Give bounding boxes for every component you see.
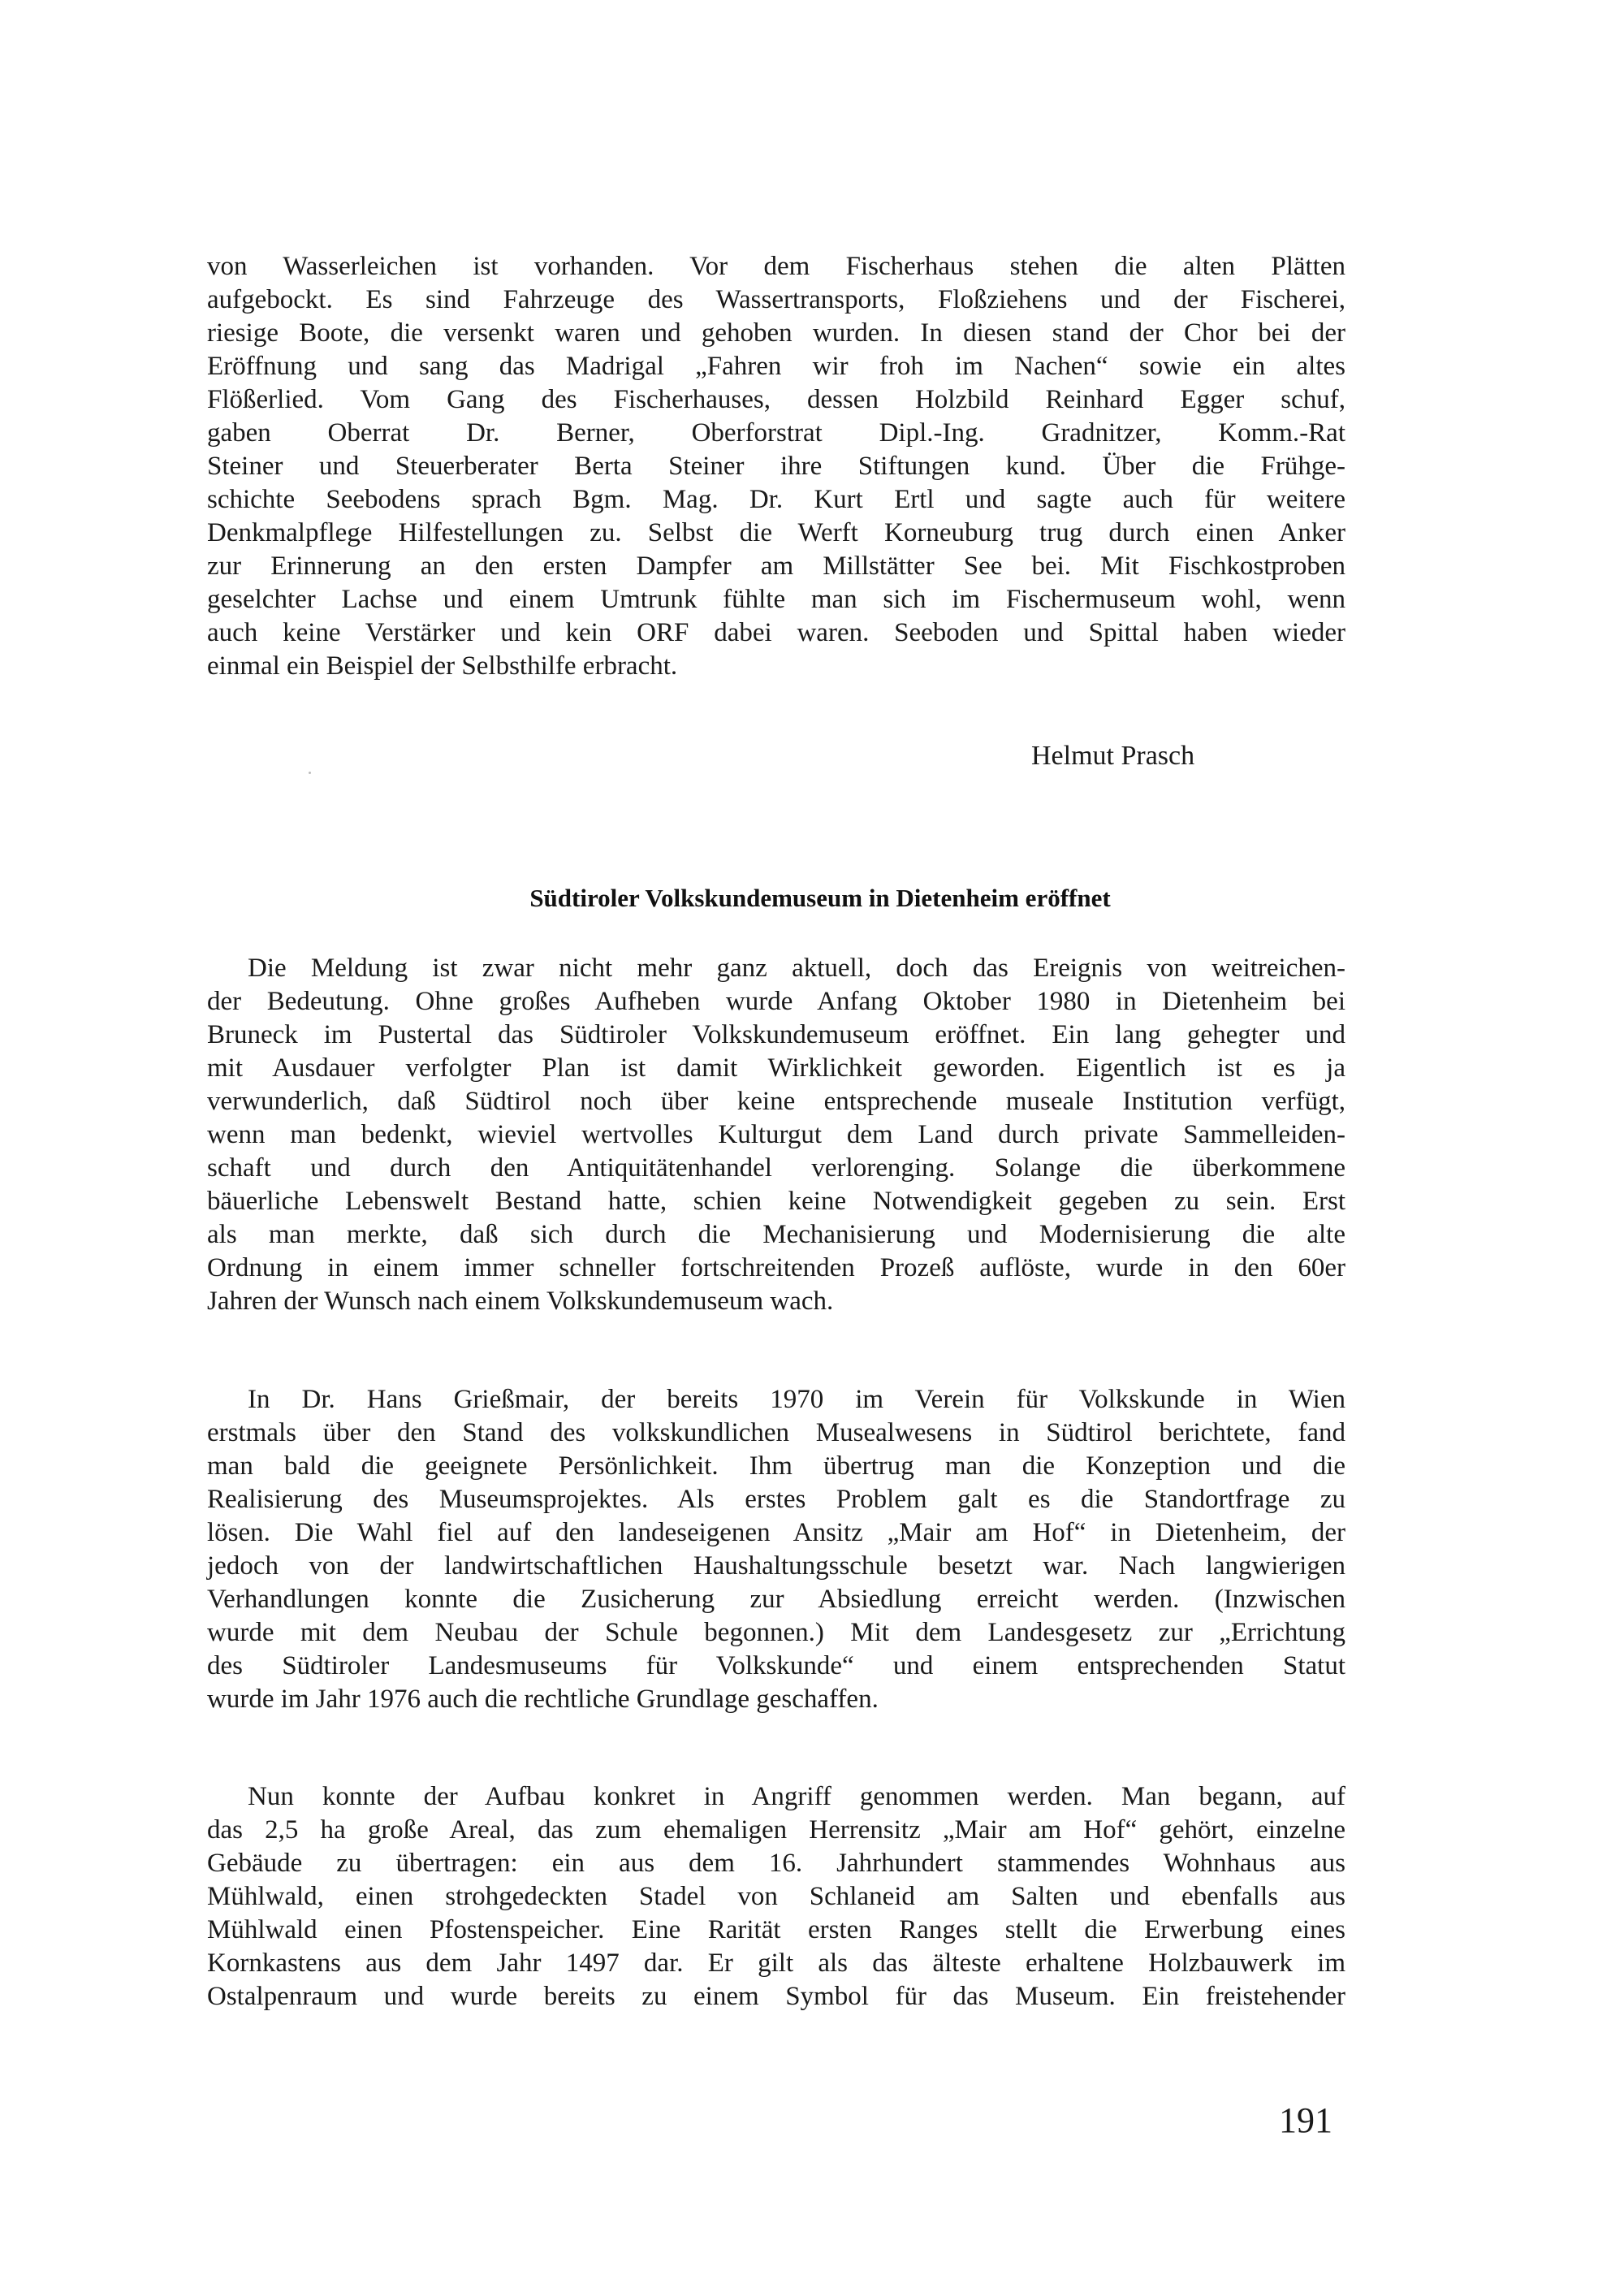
text-line: gaben Oberrat Dr. Berner, Oberforstrat Dipl.-Ing. Gradnitzer, Komm.-Rat xyxy=(207,418,1345,448)
text-line: auch keine Verstärker und kein ORF dabei waren. Seeboden und Spittal haben wieder xyxy=(207,618,1345,647)
text-line: riesige Boote, die versenkt waren und gehoben wurden. In diesen stand der Chor bei der xyxy=(207,318,1345,348)
text-line: Nun konnte der Aufbau konkret in Angriff genommen werden. Man begann, auf xyxy=(248,1782,1345,1811)
text-line: das 2,5 ha große Areal, das zum ehemaligen Herrensitz „Mair am Hof“ gehört, einzelne xyxy=(207,1815,1345,1845)
text-line: wurde mit dem Neubau der Schule begonnen.) Mit dem Landesgesetz zur „Errichtung xyxy=(207,1618,1345,1647)
text-line: Verhandlungen konnte die Zusicherung zur Absiedlung erreicht werden. (Inzwischen xyxy=(207,1585,1345,1614)
author-signature: Helmut Prasch xyxy=(1031,741,1195,771)
text-line: Flößerlied. Vom Gang des Fischerhauses, dessen Holzbild Reinhard Egger schuf, xyxy=(207,385,1345,414)
text-line: Denkmalpflege Hilfestellungen zu. Selbst die Werft Korneuburg trug durch einen Anker xyxy=(207,518,1345,547)
text-line: wurde im Jahr 1976 auch die rechtliche Grundlage geschaffen. xyxy=(207,1685,879,1714)
text-line: zur Erinnerung an den ersten Dampfer am Millstätter See bei. Mit Fischkostproben xyxy=(207,551,1345,581)
text-line: verwunderlich, daß Südtirol noch über keine entsprechende museale Institution verfügt, xyxy=(207,1087,1345,1116)
text-line: schichte Seebodens sprach Bgm. Mag. Dr. Kurt Ertl und sagte auch für weitere xyxy=(207,485,1345,514)
text-line: des Südtiroler Landesmuseums für Volkskunde“ und einem entsprechenden Statut xyxy=(207,1651,1345,1680)
text-line: lösen. Die Wahl fiel auf den landeseigenen Ansitz „Mair am Hof“ in Dietenheim, der xyxy=(207,1518,1345,1547)
text-line: Gebäude zu übertragen: ein aus dem 16. Jahrhundert stammendes Wohnhaus aus xyxy=(207,1849,1345,1878)
text-line: Steiner und Steuerberater Berta Steiner ihre Stiftungen kund. Über die Frühge- xyxy=(207,452,1345,481)
text-line: mit Ausdauer verfolgter Plan ist damit Wirklichkeit geworden. Eigentlich ist es ja xyxy=(207,1053,1345,1083)
text-line: erstmals über den Stand des volkskundlichen Musealwesens in Südtirol berichtete, fand xyxy=(207,1418,1345,1447)
text-line: Realisierung des Museumsprojektes. Als erstes Problem galt es die Standortfrage zu xyxy=(207,1485,1345,1514)
text-line: Bruneck im Pustertal das Südtiroler Volkskundemuseum eröffnet. Ein lang gehegter und xyxy=(207,1020,1345,1049)
text-line: Die Meldung ist zwar nicht mehr ganz aktuell, doch das Ereignis von weitreichen- xyxy=(248,954,1345,983)
text-line: In Dr. Hans Grießmair, der bereits 1970 im Verein für Volkskunde in Wien xyxy=(248,1385,1345,1414)
article2-paragraph-2 xyxy=(207,1383,1345,1716)
text-line: bäuerliche Lebenswelt Bestand hatte, schien keine Notwendigkeit gegeben zu sein. Erst xyxy=(207,1187,1345,1216)
text-line: Ostalpenraum und wurde bereits zu einem Symbol für das Museum. Ein freistehender xyxy=(207,1982,1345,2011)
article2-paragraph-1 xyxy=(207,952,1345,1318)
text-line: als man merkte, daß sich durch die Mechanisierung und Modernisierung die alte xyxy=(207,1220,1345,1249)
page-number: 191 xyxy=(1279,2100,1332,2140)
text-line: jedoch von der landwirtschaftlichen Haushaltungsschule besetzt war. Nach langwierigen xyxy=(207,1551,1345,1581)
article2-paragraph-3 xyxy=(207,1780,1345,2013)
text-line: von Wasserleichen ist vorhanden. Vor dem Fischerhaus stehen die alten Plätten xyxy=(207,252,1345,281)
text-line: Mühlwald, einen strohgedeckten Stadel von Schlaneid am Salten und ebenfalls aus xyxy=(207,1882,1345,1911)
text-line: Mühlwald einen Pfostenspeicher. Eine Rarität ersten Ranges stellt die Erwerbung eines xyxy=(207,1915,1345,1944)
text-line: aufgebockt. Es sind Fahrzeuge des Wassertransports, Floßziehens und der Fischerei, xyxy=(207,285,1345,314)
text-line: Kornkastens aus dem Jahr 1497 dar. Er gilt als das älteste erhaltene Holzbauwerk im xyxy=(207,1948,1345,1978)
text-line: der Bedeutung. Ohne großes Aufheben wurde Anfang Oktober 1980 in Dietenheim bei xyxy=(207,987,1345,1016)
scan-speck xyxy=(309,772,311,774)
text-line: geselchter Lachse und einem Umtrunk fühlte man sich im Fischermuseum wohl, wenn xyxy=(207,585,1345,614)
text-line: einmal ein Beispiel der Selbsthilfe erbracht. xyxy=(207,651,678,681)
text-line: man bald die geeignete Persönlichkeit. Ihm übertrug man die Konzeption und die xyxy=(207,1451,1345,1481)
article-title: Südtiroler Volkskundemuseum in Dietenheim eröffnet xyxy=(529,884,1111,912)
article1-body xyxy=(207,250,1345,683)
text-line: Ordnung in einem immer schneller fortschreitenden Prozeß auflöste, wurde in den 60er xyxy=(207,1253,1345,1282)
text-line: Jahren der Wunsch nach einem Volkskundemuseum wach. xyxy=(207,1287,834,1316)
text-line: Eröffnung und sang das Madrigal „Fahren wir froh im Nachen“ sowie ein altes xyxy=(207,352,1345,381)
text-line: wenn man bedenkt, wieviel wertvolles Kulturgut dem Land durch private Sammelleiden- xyxy=(207,1120,1345,1149)
text-line: schaft und durch den Antiquitätenhandel verlorenging. Solange die überkommene xyxy=(207,1153,1345,1183)
